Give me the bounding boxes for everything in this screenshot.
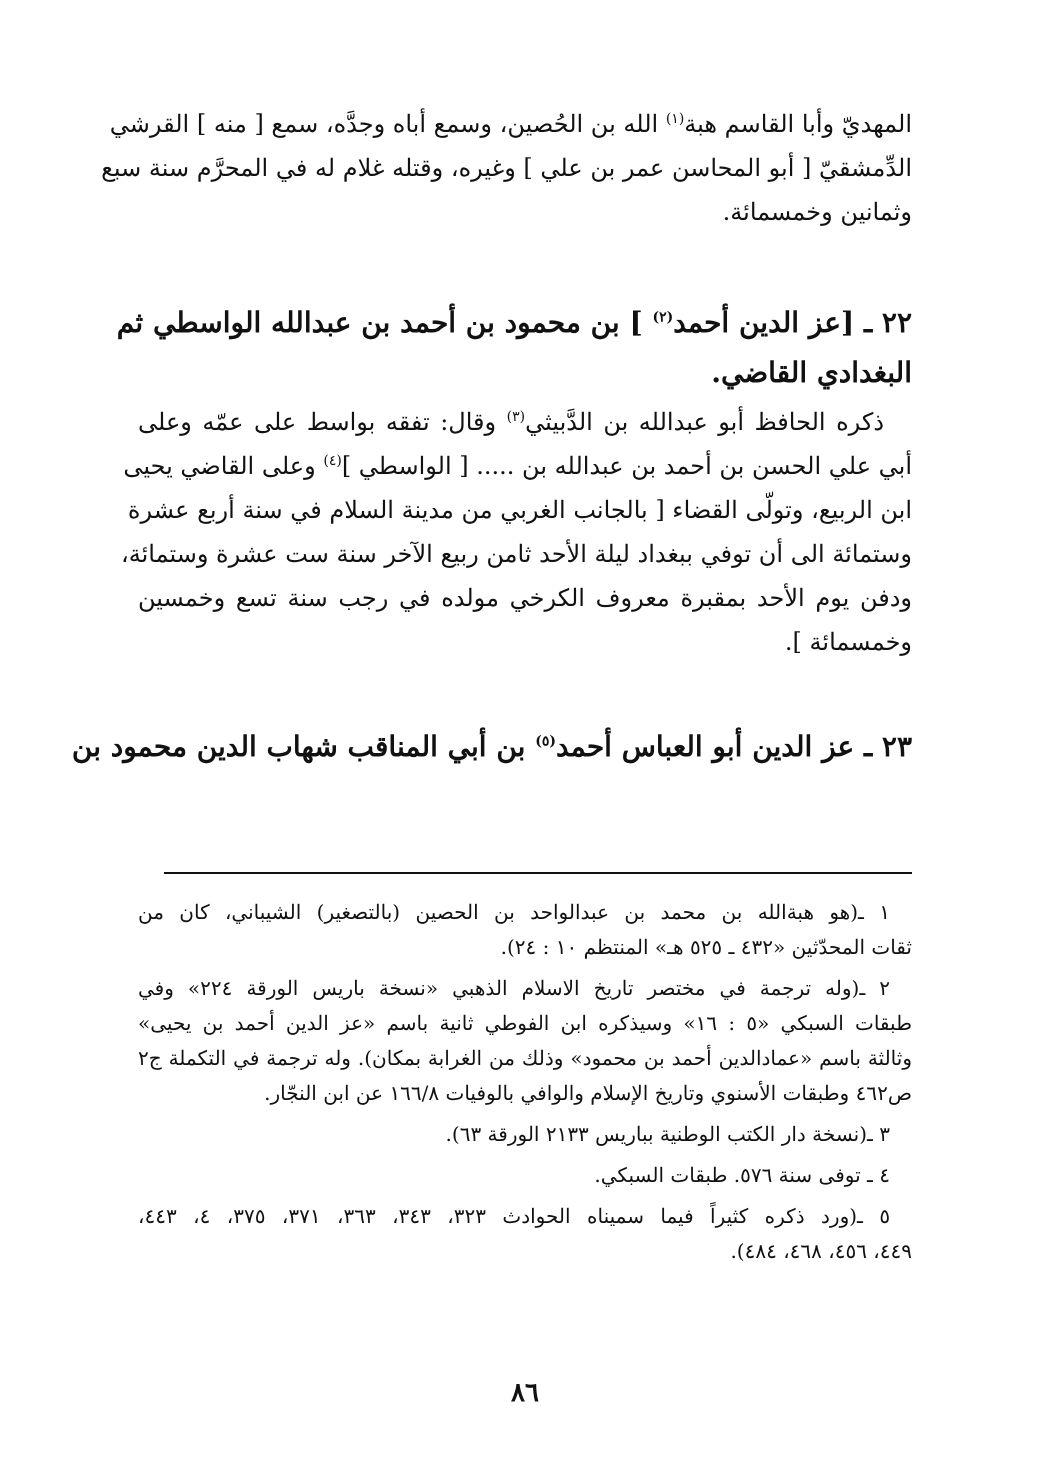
- text-segment: المهديّ وأبا القاسم هبة: [684, 110, 912, 138]
- footnote-marker: (٣): [506, 409, 526, 425]
- text-line: وخمسمائة ].: [784, 628, 912, 656]
- text-segment: وقال: تفقه بواسط على عمّه وعلى: [138, 408, 507, 436]
- footnote-marker: (٥): [535, 733, 556, 750]
- footnote-1: [138, 895, 912, 965]
- footnote-line: طبقات السبكي «٥ : ١٦» وسيذكره ابن الفوطي ثانية باسم «عز الدين أحمد بن يحيى»: [138, 1011, 912, 1035]
- footnote-2: [138, 971, 912, 1111]
- footnote-5: [138, 1199, 912, 1269]
- text-segment: وعلى القاضي يحيى: [123, 452, 324, 480]
- footnote-line: ص٤٦٢ وطبقات الأسنوي وتاريخ الإسلام والوافي بالوفيات ١٦٦/٨ عن ابن النجّار.: [264, 1081, 912, 1105]
- text-line: ودفن يوم الأحد بمقبرة معروف الكرخي مولده في رجب سنة تسع وخمسين: [138, 584, 913, 612]
- footnote-line: ١ ـ(هو هبةالله بن محمد بن عبدالواحد بن الحصين (بالتصغير) الشيباني، كان من: [138, 900, 890, 924]
- text-line: وستمائة الى أن توفي ببغداد ليلة الأحد ثامن ربيع الآخر سنة ست عشرة وستمائة،: [121, 540, 912, 568]
- text-segment: ذكره الحافظ أبو عبدالله بن الدَّبيثي: [525, 408, 885, 436]
- text-line: [123, 444, 912, 488]
- entry-23-heading: [71, 722, 912, 772]
- text-line: ابن الربيع، وتولّى القضاء [ بالجانب الغربي من مدينة السلام في سنة أربع عشرة: [127, 496, 912, 524]
- text-segment: أبي علي الحسن بن أحمد بن عبدالله بن ..... [ الواسطي ]: [341, 452, 912, 480]
- footnote-4: [138, 1158, 912, 1193]
- footnote-divider: [164, 872, 912, 874]
- footnote-line: ٤٤٩، ٤٥٦، ٤٦٨، ٤٨٤).: [730, 1239, 912, 1263]
- page-number: ٨٦: [511, 1378, 539, 1408]
- entry-22-heading: [116, 298, 912, 398]
- footnote-line: ثقات المحدّثين «٤٣٢ ـ ٥٢٥ هـ» المنتظم ١٠ : ٢٤).: [500, 935, 912, 959]
- text-line: وثمانين وخمسمائة.: [722, 198, 912, 226]
- footnote-line: ٣ ـ(نسخة دار الكتب الوطنية بباريس ٢١٣٣ الورقة ٦٣).: [445, 1122, 890, 1146]
- main-text: [71, 102, 913, 772]
- intro-paragraph: [101, 102, 912, 234]
- heading-segment: ] بن محمود بن أحمد بن عبدالله الواسطي ثم: [116, 306, 653, 339]
- footnote-line: ٥ ـ(ورد ذكره كثيراً فيما سميناه الحوادث ٣٢٣، ٣٤٣، ٣٦٣، ٣٧١، ٣٧٥، ٤، ٤٤٣،: [138, 1204, 891, 1228]
- entry-22-body: [121, 400, 913, 664]
- footnote-line: ٢ ـ(وله ترجمة في مختصر تاريخ الاسلام الذهبي «نسخة باريس الورقة ٢٢٤» وفي: [138, 976, 891, 1000]
- text-segment: الله بن الحُصين، وسمع أباه وجدَّه، سمع [ منه ] القرشي: [109, 110, 666, 138]
- footnote-marker: (١): [665, 111, 685, 127]
- heading-line: البغدادي القاضي.: [711, 356, 912, 389]
- text-line: [109, 102, 912, 146]
- text-line: [138, 400, 912, 444]
- heading-segment: ٢٢ ـ [عز الدين أحمد: [673, 306, 912, 339]
- footnotes: [138, 895, 912, 1275]
- heading-line: [71, 722, 912, 772]
- footnote-line: وثالثة باسم «عمادالدين أحمد بن محمود» وذلك من الغرابة بمكان). وله ترجمة في التكملة ج٢: [138, 1046, 912, 1070]
- heading-line: [116, 298, 912, 348]
- footnote-marker: (٢): [652, 309, 674, 326]
- heading-segment: ٢٣ ـ عز الدين أبو العباس أحمد: [555, 730, 912, 763]
- footnote-3: [138, 1117, 912, 1152]
- footnote-line: ٤ ـ توفى سنة ٥٧٦. طبقات السبكي.: [594, 1163, 890, 1187]
- text-line: الدِّمشقيّ [ أبو المحاسن عمر بن علي ] وغيره، وقتله غلام له في المحرَّم سنة سبع: [101, 154, 912, 182]
- heading-segment: بن أبي المناقب شهاب الدين محمود بن: [71, 730, 536, 763]
- footnote-marker: (٤): [323, 453, 342, 469]
